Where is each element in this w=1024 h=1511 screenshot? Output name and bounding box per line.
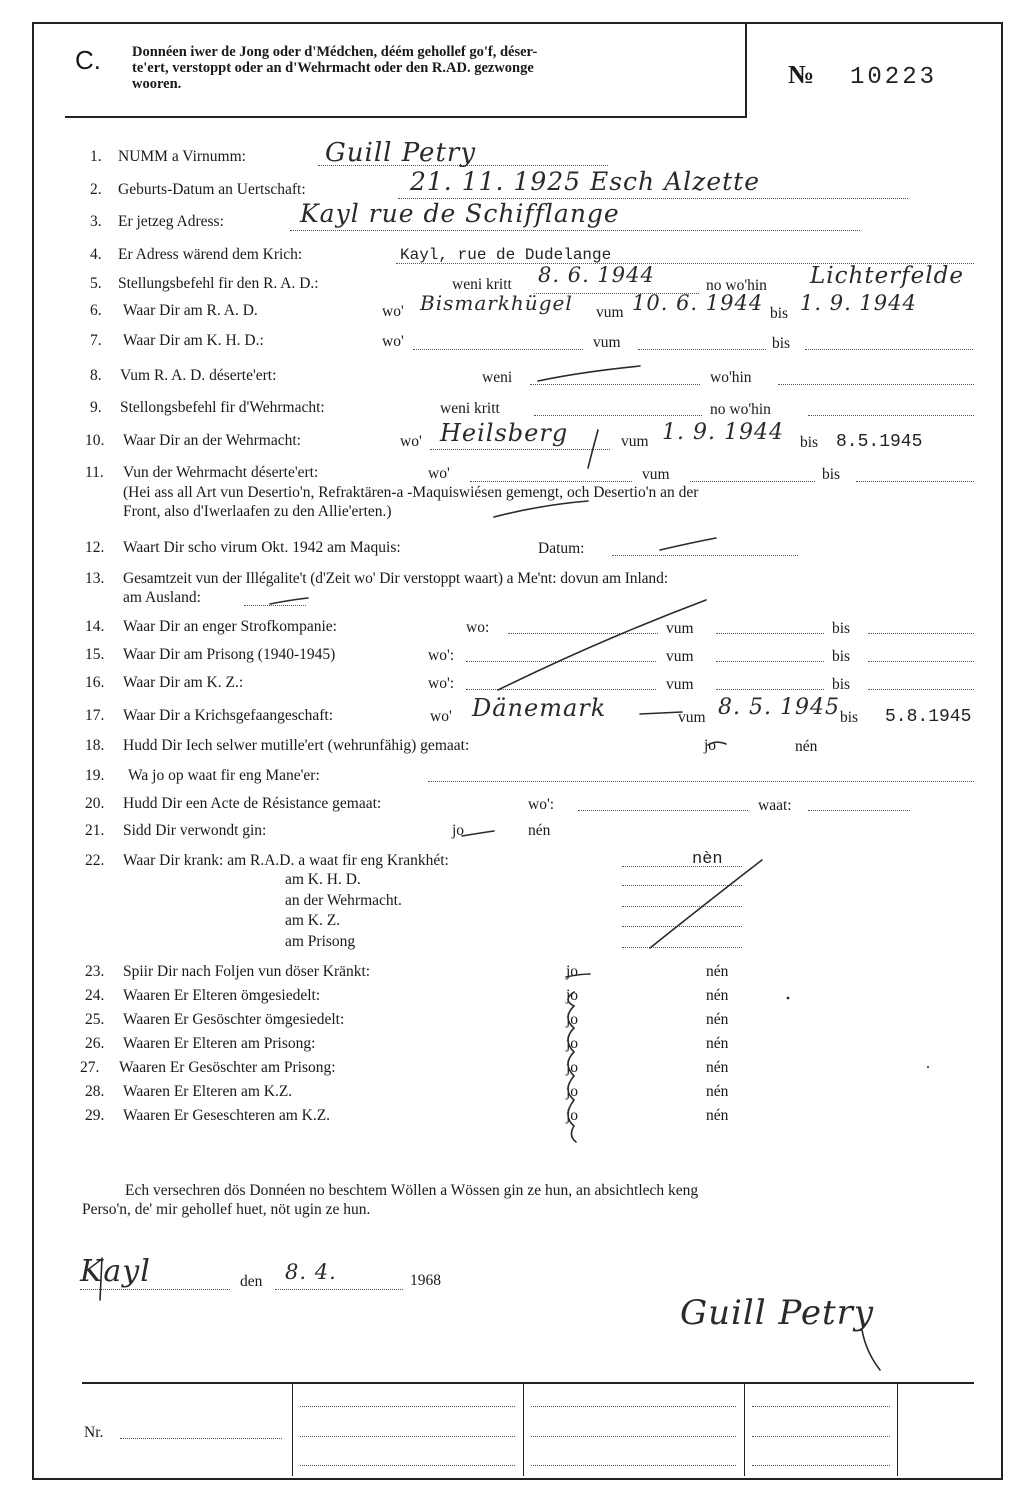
underline-after-effects [566,974,590,977]
rad-from: 10. 6. 1944 [632,291,764,315]
sick-kz-label: am K. Z. [285,912,341,929]
row-number: 4. [90,246,102,263]
penal-company-wo-label: wo: [466,619,490,636]
signature: Guill Petry [680,1293,875,1333]
kz-vum-label: vum [666,676,694,693]
sick-label: Waar Dir krank: am R.A.D. a waat fir eng Krankhét: [123,852,449,869]
row-number: 13. [85,570,105,587]
declaration-line1: Ech versechren dös Donnéen no beschtem Wöllen a Wössen gin ze hun, an absichtlech keng [125,1182,699,1199]
siblings-prison-label: Waaren Er Gesöschter am Prisong: [119,1059,336,1076]
rad-order-when-label: weni kritt [452,276,512,293]
row-number: 17. [85,707,105,724]
pen-tick [588,430,598,468]
signature-den: den [240,1273,263,1290]
strike-maquis [660,538,716,550]
prison-label: Waar Dir am Prisong (1940-1945) [123,646,336,663]
row-number: 12. [85,539,105,556]
siblings-resettled-label: Waaren Er Gesöschter ömgesiedelt: [123,1011,345,1028]
row-number: 28. [85,1083,105,1100]
row-number: 1. [90,148,102,165]
rad-order-where-label: no wo'hin [706,277,767,294]
sick-value: nèn [692,850,723,869]
rad-vum-label: vum [596,304,624,321]
section-letter: C. [75,45,101,75]
wehrmacht-desert-label: Vun der Wehrmacht déserte'ert: [123,464,319,481]
parents-prison-no: nén [706,1035,729,1052]
siblings-prison-no: nén [706,1059,729,1076]
row-number: 26. [85,1035,105,1052]
pow-place: Dänemark [472,694,607,722]
row-number: 29. [85,1107,105,1124]
birth-value: 21. 11. 1925 Esch Alzette [410,167,761,196]
pow-label: Waar Dir a Krichsgefaangeschaft: [123,707,334,724]
parents-resettled-yes: jo [566,987,579,1004]
row-number: 3. [90,213,102,230]
header-title-line3: wooren. [132,76,182,92]
form-number-symbol: № [788,60,815,89]
khd-wo-label: wo' [382,333,404,350]
strike-abroad [270,598,308,604]
form-number: 10223 [850,64,938,91]
wehrmacht-order-when-label: weni kritt [440,400,500,417]
kz-wo-label: wo': [428,675,455,692]
row-number: 20. [85,795,105,812]
name-value: Guill Petry [325,138,477,168]
parents-resettled-label: Waaren Er Elteren ömgesiedelt: [123,987,321,1004]
row-number: 19. [85,767,105,784]
desertion-note-line2: Front, also d'Iwerlaafen zu den Allie'erten.) [123,503,392,520]
wehrmacht-desert-vum-label: vum [642,466,670,483]
rad-order-place: Lichterfelde [810,263,964,289]
resistance-label: Hudd Dir een Acte de Résistance gemaat: [123,795,382,812]
address-value: Kayl rue de Schifflange [300,199,620,228]
penal-company-vum-label: vum [666,620,694,637]
pow-to: 5.8.1945 [885,707,972,727]
resistance-waat-label: waat: [758,797,792,814]
wounded-label: Sidd Dir verwondt gin: [123,822,267,839]
row-number: 11. [85,464,104,481]
wounded-no: nén [528,822,551,839]
wehrmacht-order-label: Stellongsbefehl fir d'Wehrmacht: [120,399,325,416]
row-number: 6. [90,302,102,319]
war-address-value: Kayl, rue de Dudelange [400,246,612,264]
illegality-label: Gesamtzeit vun der Illégalite't (d'Zeit wo' Dir verstoppt waart) a Me'nt: dovun am Inland: [123,570,668,587]
desertion-note-line1: (Hei ass all Art vun Desertio'n, Refraktären-a -Maquiswiésen gemengt, och Desertio'n an der [123,484,699,501]
row-number: 7. [90,332,102,349]
rad-to: 1. 9. 1944 [800,291,917,315]
wehrmacht-order-where-label: no wo'hin [710,401,771,418]
row-number: 15. [85,646,105,663]
header-title-line1: Donnéen iwer de Jong oder d'Médchen, déém gehollef go'f, déser- [132,44,538,60]
pow-from: 8. 5. 1945 [718,695,840,720]
row-number: 8. [90,367,102,384]
illegality-abroad-label: am Ausland: [123,589,201,606]
row-number: 25. [85,1011,105,1028]
wehrmacht-bis-label: bis [800,434,819,451]
manner-label: Wa jo op waat fir eng Mane'er: [128,767,320,784]
name-label: NUMM a Virnumm: [118,148,246,165]
pow-vum-label: vum [678,709,706,726]
strike-penal-prison-kz [498,600,706,690]
khd-bis-label: bis [772,335,791,352]
after-effects-yes: jo [566,963,579,980]
wounded-yes: jo [452,822,465,839]
parents-prison-label: Waaren Er Elteren am Prisong: [123,1035,316,1052]
strike-sickness [650,860,762,948]
wehrmacht-wo-label: wo' [400,433,422,450]
prison-bis-label: bis [832,648,851,665]
prison-wo-label: wo': [428,647,455,664]
self-mutilation-no: nén [795,738,818,755]
rad-desert-label: Vum R. A. D. déserte'ert: [120,367,277,384]
wehrmacht-place: Heilsberg [440,419,569,447]
strike-self-mutilation [708,742,726,745]
rad-bis-label: bis [770,305,789,322]
siblings-kz-label: Waaren Er Geseschteren am K.Z. [123,1107,331,1124]
parents-resettled-no: nén [706,987,729,1004]
rad-wo-label: wo' [382,303,404,320]
after-effects-label: Spiir Dir nach Foljen vun döser Kränkt: [123,963,371,980]
header-title-line2: te'ert, verstoppt oder an d'Wehrmacht oder den R.AD. gezwonge [132,60,534,76]
self-mutilation-label: Hudd Dir Iech selwer mutille'ert (wehrunfähig) gemaat: [123,737,470,754]
birth-label: Geburts-Datum an Uertschaft: [118,181,306,198]
self-mutilation-yes: jo [704,737,717,754]
ink-dot [787,997,790,1000]
parents-kz-yes: jo [566,1083,579,1100]
strike-rad-desert [538,366,640,381]
penal-company-bis-label: bis [832,620,851,637]
strike-note [494,501,588,517]
row-number: 23. [85,963,105,980]
siblings-resettled-yes: jo [566,1011,579,1028]
rad-order-label: Stellungsbefehl fir den R. A. D.: [118,275,319,292]
khd-vum-label: vum [593,334,621,351]
siblings-prison-yes: jo [566,1059,579,1076]
kz-label: Waar Dir am K. Z.: [123,674,244,691]
resistance-wo-label: wo': [528,796,555,813]
ink-dot [927,1066,929,1068]
rad-place: Bismarkhügel [420,291,573,315]
parents-kz-label: Waaren Er Elteren am K.Z. [123,1083,293,1100]
sick-wehrmacht-label: an der Wehrmacht. [285,892,402,909]
maquis-datum-label: Datum: [538,540,585,557]
maquis-label: Waart Dir scho virum Okt. 1942 am Maquis: [123,539,401,556]
signature-year: 1968 [410,1272,441,1289]
row-number: 2. [90,181,102,198]
row-number: 14. [85,618,105,635]
row-number: 10. [85,432,105,449]
prison-vum-label: vum [666,648,694,665]
parents-kz-no: nén [706,1083,729,1100]
signature-flourish [862,1330,880,1370]
address-label: Er jetzeg Adress: [118,213,224,230]
kz-bis-label: bis [832,676,851,693]
sick-khd-label: am K. H. D. [285,871,361,888]
wehrmacht-desert-wo-label: wo' [428,465,450,482]
row-number: 18. [85,737,105,754]
declaration-line2: Perso'n, de' mir gehollef huet, nöt ugin ze hun. [82,1201,371,1218]
signature-date: 8. 4. [285,1260,337,1284]
wehrmacht-label: Waar Dir an der Wehrmacht: [123,432,301,449]
rad-label: Waar Dir am R. A. D. [123,302,258,319]
place-stroke [100,1258,102,1300]
after-effects-no: nén [706,963,729,980]
row-number: 24. [85,987,105,1004]
signature-place: Kayl [80,1254,151,1289]
penal-company-label: Waar Dir an enger Strofkompanie: [123,618,337,635]
pow-wo-label: wo' [430,708,452,725]
wehrmacht-desert-bis-label: bis [822,466,841,483]
pow-mark [640,712,682,714]
siblings-kz-no: nén [706,1107,729,1124]
pow-bis-label: bis [840,709,859,726]
khd-label: Waar Dir am K. H. D.: [123,332,264,349]
siblings-kz-yes: jo [566,1107,579,1124]
wehrmacht-from: 1. 9. 1944 [662,420,784,445]
row-number: 21. [85,822,105,839]
row-number: 16. [85,674,105,691]
row-number: 22. [85,852,105,869]
row-number: 27. [80,1059,100,1076]
rad-order-date: 8. 6. 1944 [538,263,655,287]
row-number: 9. [90,399,102,416]
rad-desert-when-label: weni [482,369,513,386]
underline-wounded-yes [462,831,494,836]
sick-prison-label: am Prisong [285,933,356,950]
rad-desert-where-label: wo'hin [710,369,752,386]
wehrmacht-vum-label: vum [621,433,649,450]
wehrmacht-to: 8.5.1945 [836,432,923,452]
siblings-resettled-no: nén [706,1011,729,1028]
row-number: 5. [90,275,102,292]
parents-prison-yes: jo [566,1035,579,1052]
footer-nr-label: Nr. [84,1424,104,1441]
war-address-label: Er Adress wärend dem Krich: [118,246,303,263]
